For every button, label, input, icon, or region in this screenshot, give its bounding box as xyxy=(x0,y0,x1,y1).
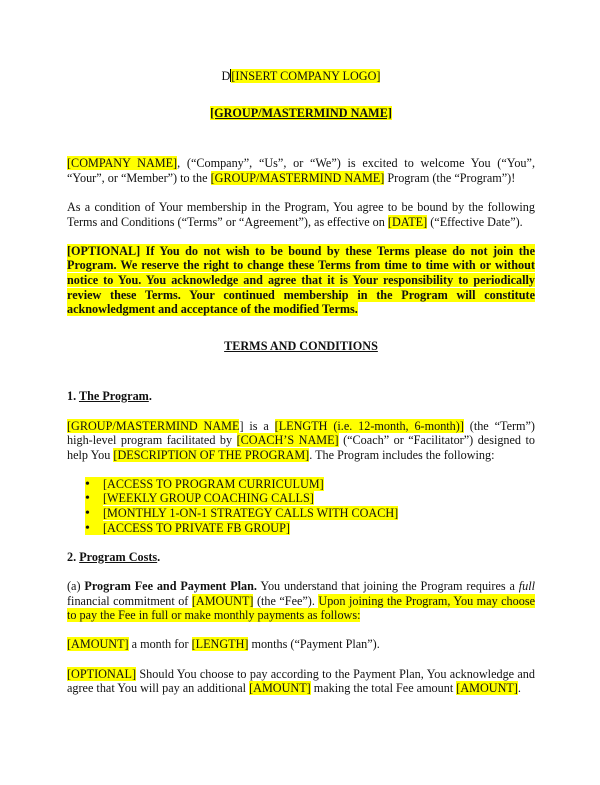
list-item xyxy=(67,491,535,506)
fee-payment-options: Upon joining the Program, You may choose to pay the Fee in full or make monthly payments as follows: xyxy=(67,593,535,623)
fee-text-3: (the “Fee”). xyxy=(253,593,319,608)
additional-amount-placeholder: [AMOUNT] xyxy=(249,681,311,696)
fee-label-prefix: (a) xyxy=(67,579,85,594)
program-description-placeholder: [DESCRIPTION OF THE PROGRAM] xyxy=(113,447,310,462)
program-name-placeholder-2: [GROUP/MASTERMIND NAME xyxy=(67,418,240,433)
list-item-text: [ACCESS TO PRIVATE FB GROUP] xyxy=(103,520,290,535)
program-text-1: is a xyxy=(243,418,275,433)
optional-plan-text-2: making the total Fee amount xyxy=(310,681,457,696)
program-name-close: ] xyxy=(239,418,244,433)
intro-text-1: , (“Company”, “Us”, or “We”) is excited to welcome You (“You”, “Your”, or “Member”) to the xyxy=(67,156,535,185)
program-text-4: . The Program includes the following: xyxy=(309,447,495,462)
bullet-icon xyxy=(85,477,103,492)
fee-label: Program Fee and Payment Plan. xyxy=(84,579,257,594)
condition-text-2: (“Effective Date”). xyxy=(427,214,523,229)
section-2-heading xyxy=(67,550,535,565)
optional-plan-text-3: . xyxy=(517,681,521,696)
intro-paragraph xyxy=(67,156,535,185)
logo-placeholder-line[interactable] xyxy=(67,69,535,84)
section-1-number: 1. xyxy=(67,389,79,404)
plan-text-1: a month for xyxy=(128,637,192,652)
logo-prefix: D xyxy=(221,69,231,83)
plan-text-2: months (“Payment Plan”). xyxy=(248,637,380,652)
bullet-icon xyxy=(85,506,103,521)
optional-plan-text-1: Should You choose to pay according to the Payment Plan, You acknowledge and agree that You will pay an additional xyxy=(67,666,535,696)
plan-length-placeholder: [LENGTH] xyxy=(191,637,249,652)
section-2-number: 2. xyxy=(67,549,80,564)
length-placeholder: [LENGTH (i.e. 12-month, 6-month)] xyxy=(274,418,464,433)
list-item-text: [MONTHLY 1-ON-1 STRATEGY CALLS WITH COACH] xyxy=(103,506,399,521)
coach-name-placeholder: [COACH’S NAME] xyxy=(236,433,339,448)
terms-heading: TERMS AND CONDITIONS xyxy=(224,338,378,353)
section-1-period: . xyxy=(148,389,152,404)
program-text-3: (“Coach” or “Facilitator”) designed to help You xyxy=(67,433,536,462)
payment-plan-paragraph xyxy=(67,637,535,652)
section-2-title: Program Costs xyxy=(79,549,158,564)
fee-paragraph xyxy=(67,579,535,623)
plan-amount-placeholder: [AMOUNT] xyxy=(67,637,129,652)
optional-tag: [OPTIONAL] xyxy=(67,666,137,681)
list-item xyxy=(67,521,535,536)
fee-text-2: financial commitment of xyxy=(67,593,192,608)
program-title xyxy=(67,106,535,121)
section-2-period: . xyxy=(157,549,161,564)
optional-notice-paragraph xyxy=(67,244,535,317)
bullet-icon xyxy=(85,521,103,536)
list-item xyxy=(67,506,535,521)
section-1-heading xyxy=(67,389,535,404)
section-1-title: The Program xyxy=(78,389,149,404)
list-item xyxy=(67,477,535,492)
total-amount-placeholder: [AMOUNT] xyxy=(456,681,518,696)
intro-text-2: Program (the “Program”)! xyxy=(384,170,516,185)
bullet-icon xyxy=(85,491,103,506)
fee-amount-placeholder: [AMOUNT] xyxy=(191,593,254,608)
condition-text-1: As a condition of Your membership in the Program, You agree to be bound by the following Terms and Conditions (“Terms” or “Agreement”), as effective on xyxy=(67,199,535,229)
program-description-paragraph xyxy=(67,419,535,463)
program-title-text: [GROUP/MASTERMIND NAME] xyxy=(210,105,392,120)
fee-full-italic: full xyxy=(518,579,536,594)
optional-notice-text: [OPTIONAL] If You do not wish to be bound by these Terms please do not join the Program. We reserve the right to change these Terms from time to time with or without notice to You. You acknowledge and agree that it is Your responsibility to periodically review these Terms. Your continued membership in the Program will constitute acknowledgment and acceptance of the modified Terms. xyxy=(67,243,535,317)
condition-paragraph xyxy=(67,200,535,229)
program-includes-list xyxy=(67,477,535,535)
program-text-2: (the “Term”) high-level program facilitated by xyxy=(67,418,535,448)
list-item-text: [ACCESS TO PROGRAM CURRICULUM] xyxy=(103,476,324,491)
program-name-placeholder: [GROUP/MASTERMIND NAME] xyxy=(210,170,385,185)
company-name-placeholder: [COMPANY NAME] xyxy=(67,156,178,171)
logo-placeholder: [INSERT COMPANY LOGO] xyxy=(231,69,381,83)
document-page xyxy=(67,60,535,696)
date-placeholder: [DATE] xyxy=(387,214,428,229)
optional-plan-paragraph xyxy=(67,667,535,696)
fee-text-1: You understand that joining the Program requires a xyxy=(256,579,519,594)
list-item-text: [WEEKLY GROUP COACHING CALLS] xyxy=(103,491,314,506)
